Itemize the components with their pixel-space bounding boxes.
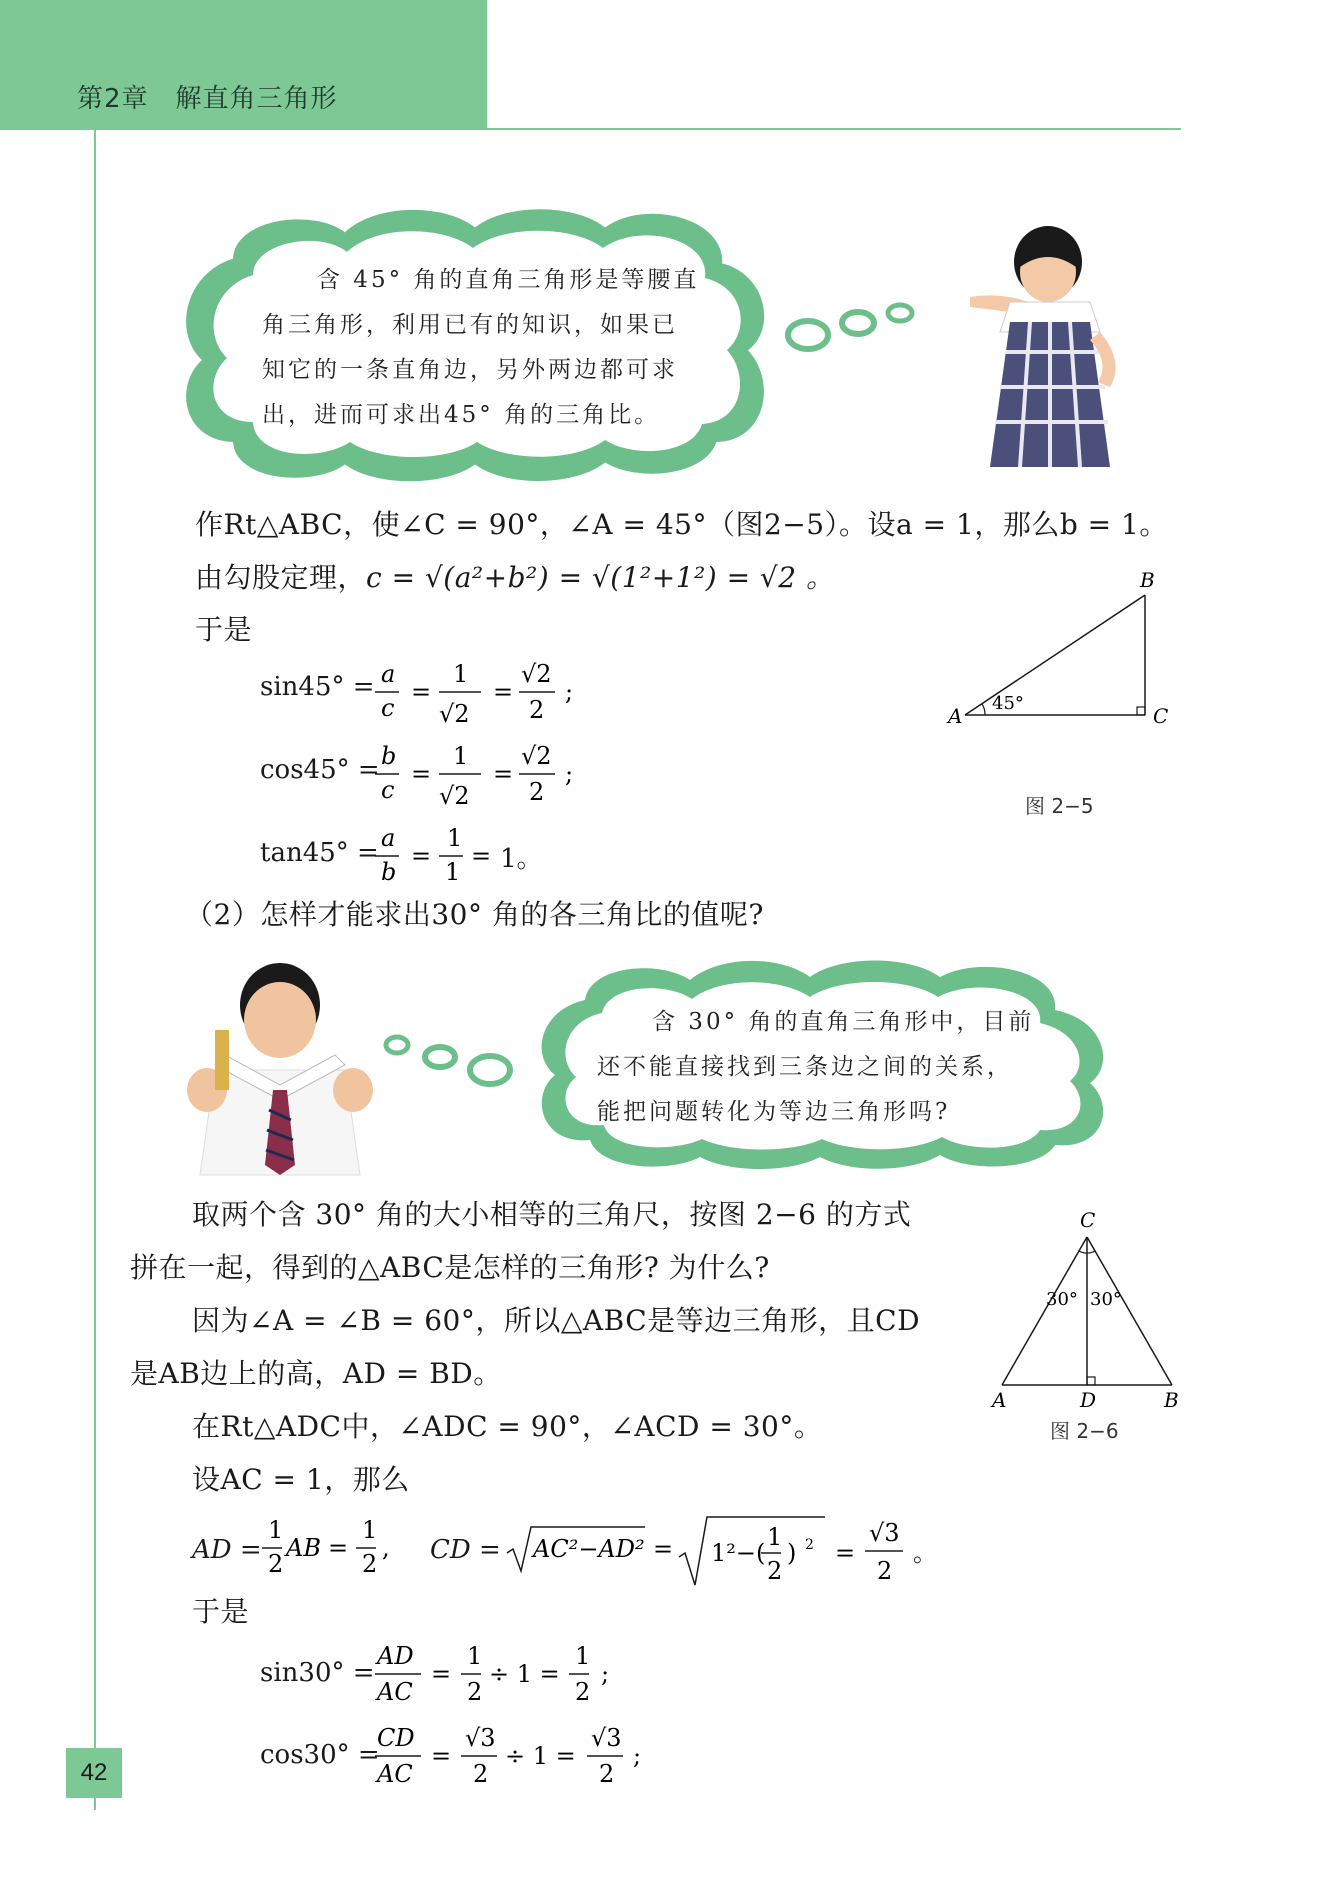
svg-text:。: 。 [913,1539,937,1567]
svg-text:1: 1 [467,1642,483,1670]
svg-text:=: = [835,1539,856,1567]
svg-text:2: 2 [467,1678,483,1706]
svg-text:;: ; [601,1660,610,1688]
svg-text:2: 2 [805,1537,814,1553]
thought-bubbles-2 [380,1025,520,1095]
ad-fractions [262,1512,422,1592]
svg-text:1: 1 [447,824,463,852]
header-rule [487,128,1181,130]
paragraph-30-p2-line1: 因为∠A = ∠B = 60°，所以△ABC是等边三角形，且CD [192,1304,921,1337]
svg-text:2: 2 [529,778,545,806]
svg-text:÷ 1 =: ÷ 1 = [505,1742,576,1770]
figure-2-5-triangle [940,565,1170,735]
figure-2-6-caption: 图 2−6 [1050,1419,1119,1443]
svg-text:,: , [382,1534,390,1562]
svg-text:√2: √2 [521,742,552,770]
svg-text:1: 1 [453,660,469,688]
svg-text:2: 2 [473,1760,489,1788]
cloud-2-text [597,1000,1057,1135]
fig26-vertex-b: B [1164,1388,1179,1412]
svg-text:=: = [493,760,514,788]
svg-text:a: a [381,660,396,688]
svg-text:1²−(: 1²−( [711,1539,766,1567]
svg-text:√3: √3 [465,1724,496,1752]
svg-text:√3: √3 [591,1724,622,1752]
cloud-2-line: 含 30° 角的直角三角形中，目前 [652,1009,1035,1035]
svg-text:=: = [471,842,492,870]
svg-text:b: b [381,858,397,886]
svg-text:;: ; [633,1742,642,1770]
cloud-1-line: 知它的一条直角边，另外两边都可求 [262,357,678,383]
cos45-label: cos45° = [260,755,380,785]
chapter-title: 第2章 解直角三角形 [77,84,338,114]
svg-text:2: 2 [529,696,545,724]
cos30-fractions [375,1720,655,1800]
paragraph-pythagoras [195,558,835,598]
svg-text:1: 1 [445,858,461,886]
svg-text:c: c [381,694,395,722]
cd-label: CD = [430,1535,501,1565]
fig25-vertex-c: C [1153,704,1169,728]
cloud-1-line: 含 45° 角的直角三角形是等腰直 [317,267,700,293]
then-label-1: 于是 [195,613,253,646]
svg-text:2: 2 [767,1557,783,1585]
fig26-vertex-d: D [1080,1388,1097,1412]
thought-bubbles-1 [780,295,930,355]
paragraph-30-p3: 在Rt△ADC中，∠ADC = 90°，∠ACD = 30°。 [192,1410,823,1443]
tan45-fractions [375,820,492,890]
then-label-2: 于是 [192,1595,250,1628]
svg-text:=: = [431,1660,452,1688]
svg-text:CD: CD [377,1724,415,1752]
svg-text:=: = [411,842,432,870]
svg-text:=: = [653,1535,674,1563]
boy-illustration [185,960,375,1175]
svg-text:AD: AD [377,1642,414,1670]
svg-text:AB: AB [286,1534,321,1562]
tan45-label: tan45° = [260,838,379,868]
sin45-fractions [375,656,585,736]
svg-text:1: 1 [575,1642,591,1670]
cos45-fractions [375,738,585,818]
cloud-2-line: 能把问题转化为等边三角形吗? [597,1099,951,1125]
ad-label: AD = [192,1535,262,1565]
figure-2-5-caption: 图 2−5 [1025,794,1094,818]
fig25-vertex-b: B [1140,568,1155,592]
svg-text:AC²−AD²: AC²−AD² [533,1535,645,1563]
pythagoras-formula: c = √(a²+b²) = √(1²+1²) = √2 。 [366,561,835,594]
svg-text:=: = [493,678,514,706]
paragraph-30-p1-line2: 拼在一起，得到的△ABC是怎样的三角形? 为什么? [130,1251,770,1284]
svg-text:2: 2 [877,1557,893,1585]
svg-text:1: 1 [767,1523,783,1551]
paragraph-30-p4: 设AC = 1，那么 [192,1463,410,1496]
fig26-angle-right: 30° [1090,1289,1122,1310]
fig26-angle-left: 30° [1046,1289,1078,1310]
svg-text:b: b [381,742,397,770]
fig25-vertex-a: A [948,704,963,728]
figure-2-6-triangle [980,1205,1195,1412]
cd-formula [505,1505,945,1595]
paragraph-30-p1-line1: 取两个含 30° 角的大小相等的三角尺，按图 2−6 的方式 [192,1198,912,1231]
paragraph-30-p2-line2: 是AB边上的高，AD = BD。 [130,1357,502,1390]
svg-text:AC: AC [377,1760,413,1788]
svg-text:÷ 1 =: ÷ 1 = [489,1660,560,1688]
cos30-label: cos30° = [260,1740,380,1770]
cloud-1-line: 出，进而可求出45° 角的三角比。 [262,402,661,428]
sin30-label: sin30° = [260,1658,375,1688]
svg-text:2: 2 [599,1760,615,1788]
svg-text:c: c [381,776,395,804]
page-number: 42 [66,1748,122,1798]
svg-text:=: = [411,760,432,788]
cloud-1-line: 角三角形，利用已有的知识，如果已 [262,312,678,338]
svg-text:2: 2 [575,1678,591,1706]
svg-text:1: 1 [362,1516,378,1544]
svg-text:1: 1 [453,742,469,770]
svg-text:;: ; [565,760,574,788]
svg-text:2: 2 [362,1550,378,1578]
fig26-vertex-a: A [992,1388,1007,1412]
svg-text:1: 1 [268,1516,284,1544]
svg-text:=: = [328,1534,349,1562]
paragraph-45-intro: 作Rt△ABC，使∠C = 90°，∠A = 45°（图2−5）。设a = 1，那么b = 1。 [195,508,1168,541]
tan45-result: 1。 [500,844,543,874]
sin45-label: sin45° = [260,672,375,702]
margin-line [94,130,96,1810]
svg-text:√3: √3 [869,1519,900,1547]
svg-text:;: ; [565,678,574,706]
fig26-vertex-c: C [1080,1208,1096,1232]
question-2: （2）怎样才能求出30° 角的各三角比的值呢? [185,898,764,931]
svg-text:=: = [431,1742,452,1770]
girl-illustration [950,222,1140,467]
cloud-2-line: 还不能直接找到三条边之间的关系， [597,1054,1013,1080]
svg-text:√2: √2 [439,700,470,728]
svg-text:AC: AC [377,1678,413,1706]
pythagoras-prefix: 由勾股定理， [195,561,367,594]
fig25-angle-label: 45° [992,693,1024,714]
sin30-fractions [375,1638,635,1718]
svg-text:√2: √2 [521,660,552,688]
svg-text:a: a [381,824,396,852]
svg-text:): ) [787,1539,797,1567]
svg-text:2: 2 [268,1550,284,1578]
svg-text:=: = [411,678,432,706]
svg-text:√2: √2 [439,782,470,810]
cloud-1-text [262,258,732,438]
